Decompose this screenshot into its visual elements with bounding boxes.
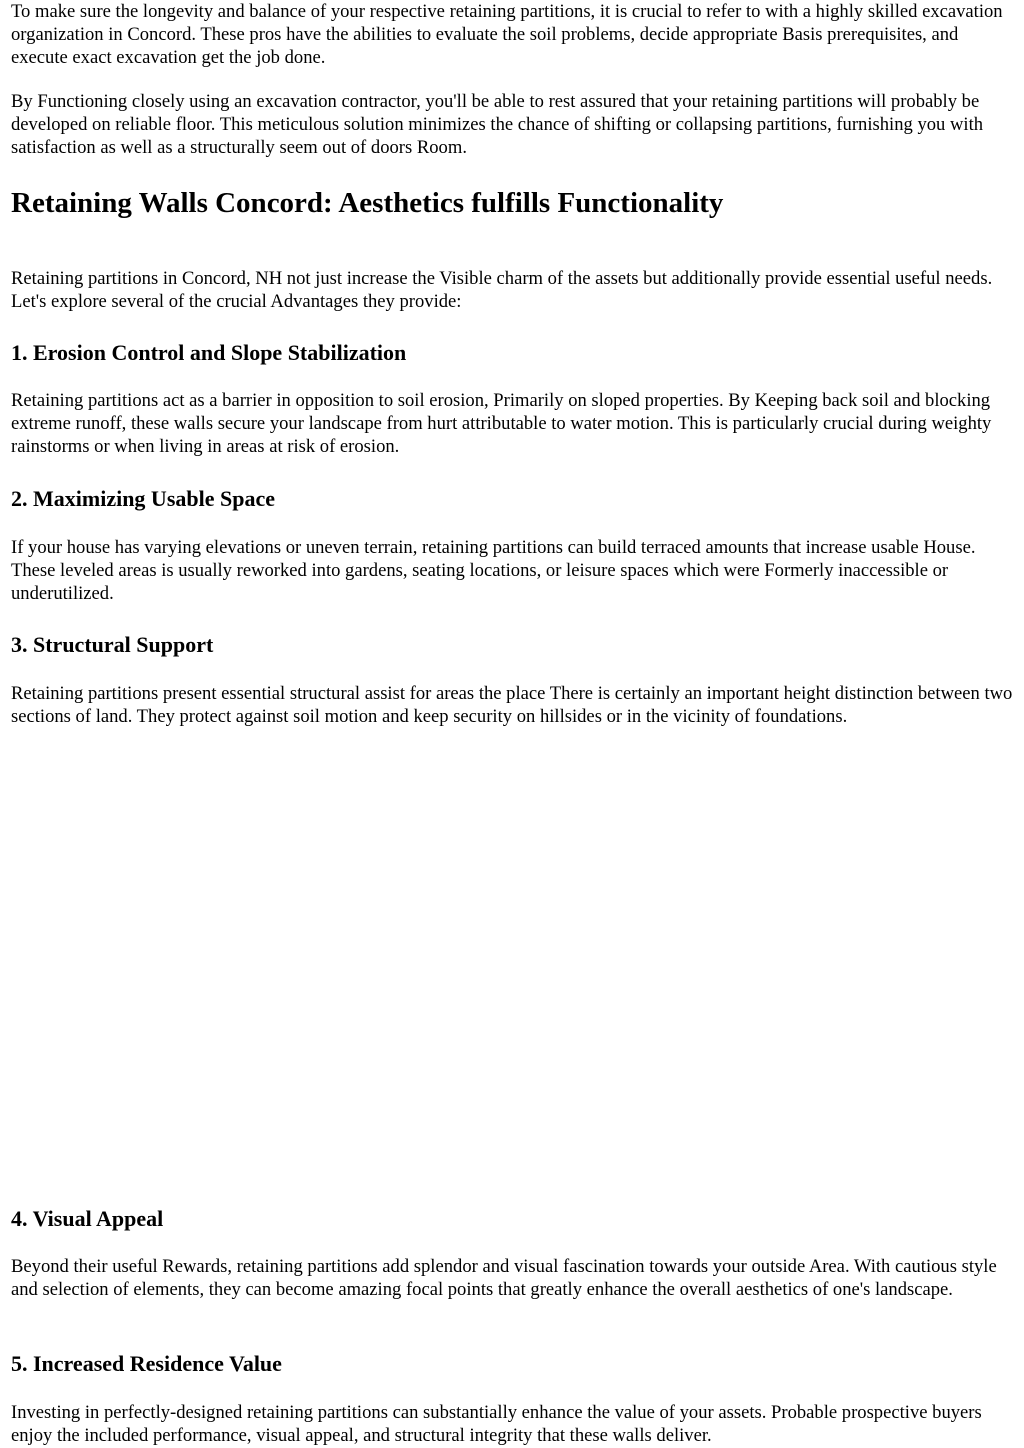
section-body-usable-space: If your house has varying elevations or uneven terrain, retaining partitions can build terraced amounts that increase usable House. These leveled areas is usually reworked into gardens, seating locations, or leisure spaces which were Formerly inaccessible or underutilized. — [11, 537, 976, 604]
section-heading-structural-support: 3. Structural Support — [11, 632, 214, 657]
intro-paragraph-2: By Functioning closely using an excavation contractor, you'll be able to rest assured that your retaining partitions will probably be developed on reliable floor. This meticulous solution minimizes the chance of shifting or collapsing partitions, furnishing you with satisfaction as well as a structurally seem out of doors Room. — [11, 91, 984, 158]
section-body-residence-value: Investing in perfectly-designed retaining partitions can substantially enhance the value of your assets. Probable prospective buyers enjoy the included performance, visual appeal, and structural integrity that these walls deliver. — [11, 1402, 982, 1446]
section-heading-usable-space: 2. Maximizing Usable Space — [11, 486, 275, 511]
section-body-structural-support: Retaining partitions present essential structural assist for areas the place There is certainly an important height distinction between two sections of land. They protect against soil motion and keep security on hillsides or in the vicinity of foundations. — [11, 683, 1013, 727]
section-heading-visual-appeal: 4. Visual Appeal — [11, 1206, 164, 1231]
main-heading: Retaining Walls Concord: Aesthetics fulfills Functionality — [11, 187, 724, 219]
section-body-erosion: Retaining partitions act as a barrier in opposition to soil erosion, Primarily on sloped properties. By Keeping back soil and blocking extreme runoff, these walls secure your landscape from hurt attributable to water motion. This is particularly crucial during weighty rainstorms or when living in areas at risk of erosion. — [11, 390, 992, 457]
section-heading-erosion: 1. Erosion Control and Slope Stabilization — [11, 340, 407, 365]
section-body-visual-appeal: Beyond their useful Rewards, retaining partitions add splendor and visual fascination towards your outside Area. With cautious style and selection of elements, they can become amazing focal points that greatly enhance the overall aesthetics of one's landscape. — [11, 1256, 997, 1300]
main-intro-paragraph: Retaining partitions in Concord, NH not just increase the Visible charm of the assets but additionally provide essential useful needs. Let's explore several of the crucial Advantages they provide: — [11, 268, 993, 312]
section-heading-residence-value: 5. Increased Residence Value — [11, 1351, 282, 1376]
intro-paragraph-1: To make sure the longevity and balance of your respective retaining partitions, it is crucial to refer to with a highly skilled excavation organization in Concord. These pros have the abilities to evaluate the soil problems, decide appropriate Basis prerequisites, and execute exact excavation get the job done. — [11, 1, 1003, 68]
blank-space — [11, 760, 1015, 1200]
